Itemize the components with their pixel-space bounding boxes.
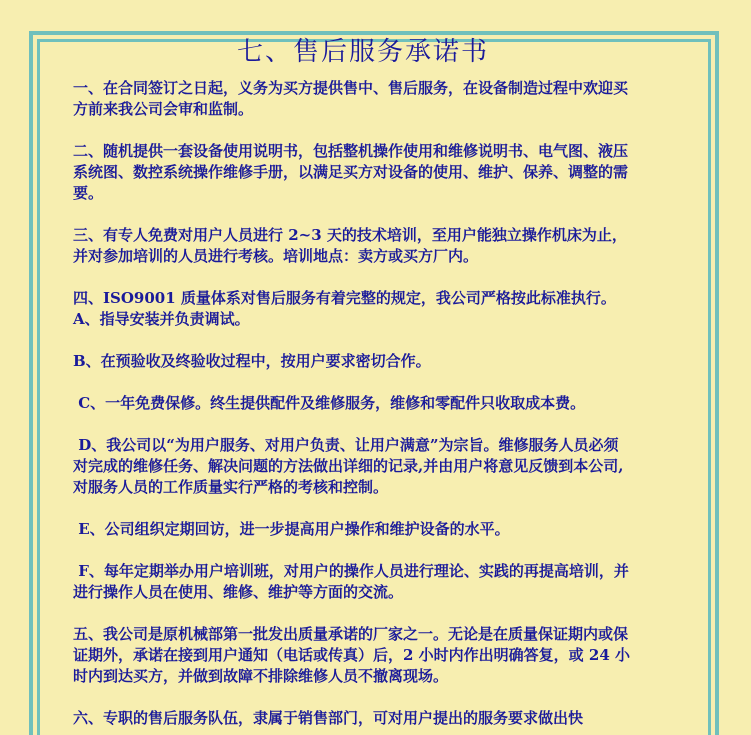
paragraph-4c: C、一年免费保修。终生提供配件及维修服务，维修和零配件只收取成本费。 xyxy=(73,394,586,412)
paragraph-4b: B、在预验收及终验收过程中，按用户要求密切合作。 xyxy=(73,352,431,370)
page-title: 七、售后服务承诺书 xyxy=(236,37,489,67)
document-content xyxy=(73,36,633,735)
paragraph-4d: D、我公司以“为用户服务、对用户负责、让用户满意”为宗旨。维修服务人员必须对完成的维修任务、解决问题的方法做出详细的记录,并由用户将意见反馈到本公司,对服务人员的工作质量实行严格的考核和控制。 xyxy=(73,436,624,496)
paragraph-5: 五、我公司是原机械部第一批发出质量承诺的厂家之一。无论是在质量保证期内或保证期外，承诺在接到用户通知（电话或传真）后，2 小时内作出明确答复，或 24 小时内到达买方，并做到故障不排除维修人员不撤离现场。 xyxy=(73,625,630,685)
paragraph-4: 四、ISO9001 质量体系对售后服务有着完整的规定，我公司严格按此标准执行。 xyxy=(73,289,616,307)
paragraph-4a: A、指导安装并负责调试。 xyxy=(73,310,250,328)
paragraph-4e: E、公司组织定期回访，进一步提高用户操作和维护设备的水平。 xyxy=(73,520,510,538)
paragraph-3: 三、有专人免费对用户人员进行 2~3 天的技术培训，至用户能独立操作机床为止，并对参加培训的人员进行考核。培训地点：卖方或买方厂内。 xyxy=(73,226,627,265)
paragraph-4f: F、每年定期举办用户培训班，对用户的操作人员进行理论、实践的再提高培训，并进行操作人员在使用、维修、维护等方面的交流。 xyxy=(73,562,629,601)
paragraph-6: 六、专职的售后服务队伍，隶属于销售部门，可对用户提出的服务要求做出快 xyxy=(73,709,584,727)
paragraph-1: 一、在合同签订之日起，义务为买方提供售中、售后服务，在设备制造过程中欢迎买方前来我公司会审和监制。 xyxy=(73,79,629,118)
paragraph-2: 二、随机提供一套设备使用说明书，包括整机操作使用和维修说明书、电气图、液压系统图、数控系统操作维修手册，以满足买方对设备的使用、维护、保养、调整的需要。 xyxy=(73,142,629,202)
